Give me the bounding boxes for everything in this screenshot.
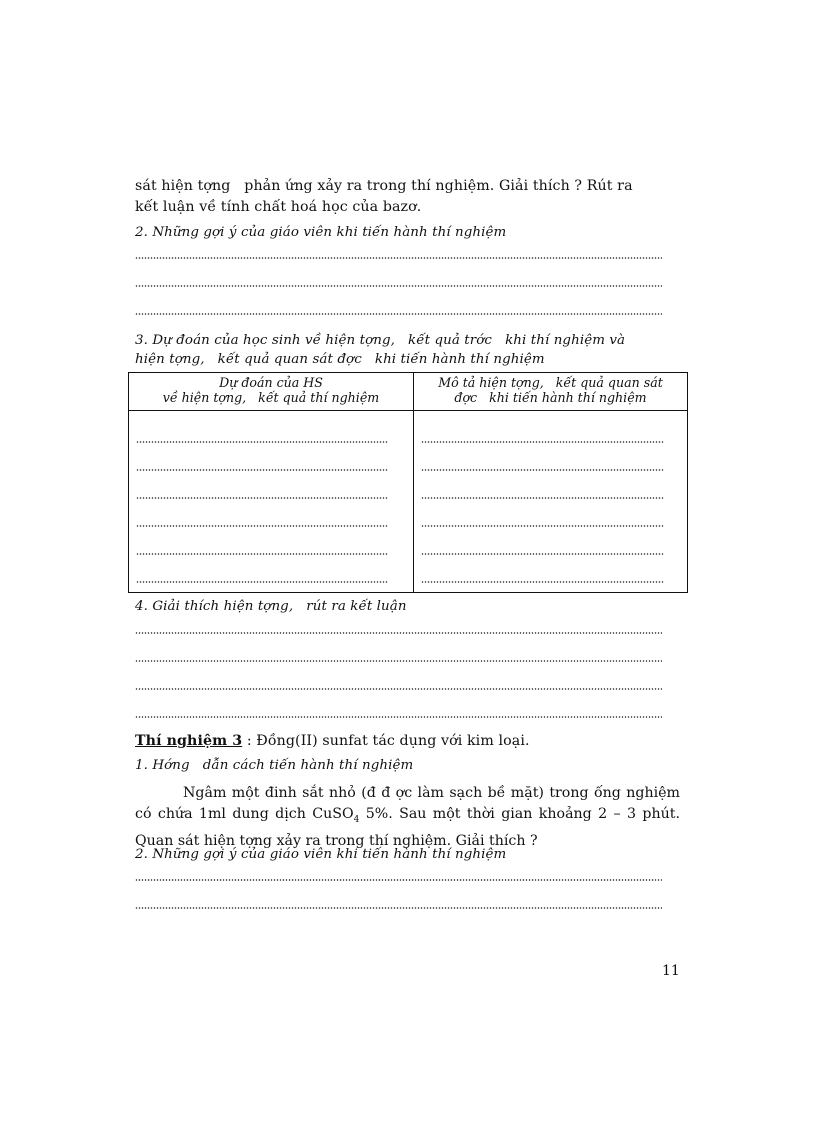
intro-line-1: sát hiện tợng phản ứng xảy ra trong thí nghiệm. Giải thích ? Rút ra [135, 178, 633, 194]
observation-answer-line[interactable] [421, 551, 664, 557]
experiment-3-label: Thí nghiệm 3 [135, 733, 243, 749]
instructions-text-part-2: 5%. Sau một thời gian khoảng 2 – 3 phút. Quan sát hiện tợng xảy ra trong thí nghiệm. Giải thích ? [135, 806, 680, 849]
table-header-observation-line-2: đợc khi tiến hành thí nghiệm [454, 390, 647, 405]
experiment-3-title-text: : Đồng(II) sunfat tác dụng với kim loại. [242, 733, 530, 749]
answer-line[interactable] [135, 283, 662, 289]
observation-answer-line[interactable] [421, 439, 664, 445]
answer-line[interactable] [135, 714, 662, 720]
intro-line-2: kết luận về tính chất hoá học của bazơ. [135, 199, 422, 215]
prediction-answer-line[interactable] [136, 495, 388, 501]
page-number: 11 [662, 963, 680, 979]
table-header-prediction [129, 375, 413, 405]
instructions-text-part-1: Ngâm một đinh sắt nhỏ (đ đ ợc làm sạch bề mặt) trong ống nghiệm có chứa 1ml dung dịch CuSO [135, 785, 680, 822]
experiment-3-step-1-heading: 1. Hớng dẫn cách tiến hành thí nghiệm [135, 758, 414, 773]
section-4-heading: 4. Giải thích hiện tợng, rút ra kết luận [135, 599, 407, 614]
answer-line[interactable] [135, 877, 662, 883]
instructions-subscript: 4 [353, 814, 360, 825]
answer-line[interactable] [135, 311, 662, 317]
table-header-divider [129, 410, 687, 411]
section-3-heading-line-1: 3. Dự đoán của học sinh về hiện tợng, kết quả trớc khi thí nghiệm và [135, 333, 626, 348]
answer-line[interactable] [135, 905, 662, 911]
prediction-answer-line[interactable] [136, 523, 388, 529]
experiment-3-step-2-heading: 2. Những gợi ý của giáo viên khi tiến hành thí nghiệm [135, 847, 507, 862]
answer-line[interactable] [135, 630, 662, 636]
observation-answer-line[interactable] [421, 495, 664, 501]
prediction-answer-line[interactable] [136, 467, 388, 473]
experiment-3-instructions [135, 783, 680, 852]
observation-answer-line[interactable] [421, 467, 664, 473]
section-2-heading: 2. Những gợi ý của giáo viên khi tiến hành thí nghiệm [135, 225, 507, 240]
prediction-answer-line[interactable] [136, 579, 388, 585]
answer-line[interactable] [135, 658, 662, 664]
prediction-table [128, 372, 688, 593]
section-3-heading-line-2: hiện tợng, kết quả quan sát đợc khi tiến hành thí nghiệm [135, 352, 545, 367]
observation-answer-line[interactable] [421, 579, 664, 585]
observation-answer-line[interactable] [421, 523, 664, 529]
experiment-3-title [135, 733, 530, 749]
answer-line[interactable] [135, 255, 662, 261]
prediction-answer-line[interactable] [136, 439, 388, 445]
table-column-divider [413, 373, 414, 592]
table-header-observation-line-1: Mô tả hiện tợng, kết quả quan sát [438, 375, 663, 390]
answer-line[interactable] [135, 686, 662, 692]
prediction-answer-line[interactable] [136, 551, 388, 557]
table-header-observation [414, 375, 687, 405]
table-header-prediction-line-2: về hiện tợng, kết quả thí nghiệm [162, 390, 380, 405]
table-header-prediction-line-1: Dự đoán của HS [219, 375, 323, 390]
